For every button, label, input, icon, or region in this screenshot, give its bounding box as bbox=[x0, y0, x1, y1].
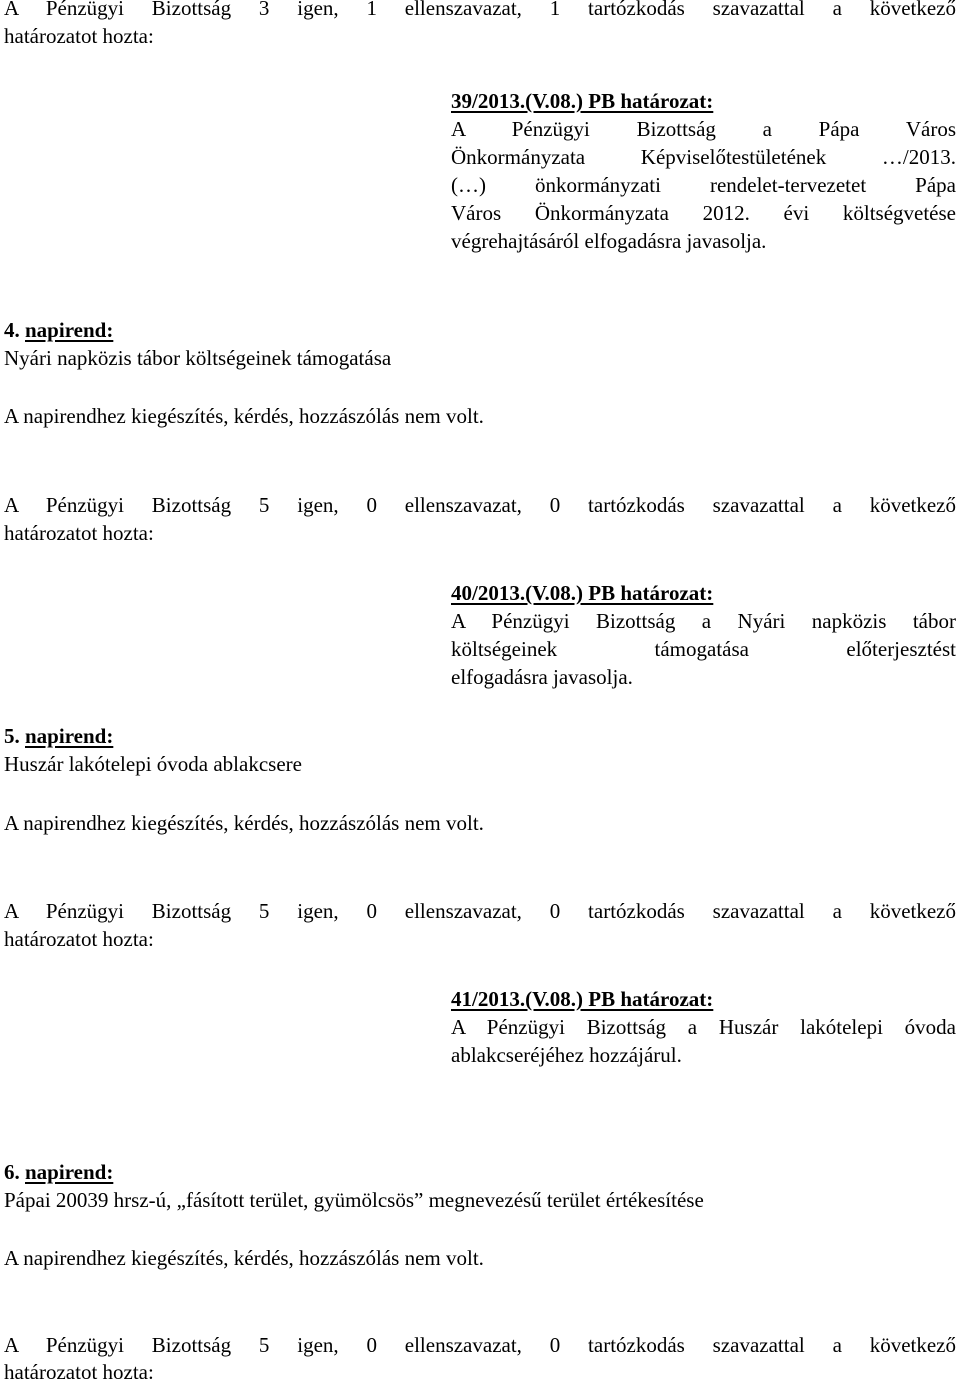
resolution-heading: 39/2013.(V.08.) PB határozat: bbox=[451, 89, 714, 113]
agenda-item-heading bbox=[4, 1158, 956, 1186]
resolution-text-line: ablakcseréjéhez hozzájárul. bbox=[451, 1043, 682, 1067]
vote-statement: A Pénzügyi Bizottság 5 igen, 0 ellenszavazat, 0 tartózkodás szavazattal a következő bbox=[4, 899, 956, 923]
resolution-text-line: költségeinek támogatása előterjesztést bbox=[451, 637, 956, 661]
agenda-item-number: 6. bbox=[4, 1160, 20, 1184]
resolution-text-line: Város Önkormányzata 2012. évi költségvetése bbox=[451, 201, 956, 225]
resolution-heading: 40/2013.(V.08.) PB határozat: bbox=[451, 581, 714, 605]
vote-statement: A Pénzügyi Bizottság 5 igen, 0 ellenszavazat, 0 tartózkodás szavazattal a következő bbox=[4, 1333, 956, 1357]
agenda-item-heading bbox=[4, 722, 956, 750]
agenda-item-note: A napirendhez kiegészítés, kérdés, hozzászólás nem volt. bbox=[4, 811, 484, 835]
agenda-item-number: 4. bbox=[4, 318, 20, 342]
resolution-heading: 41/2013.(V.08.) PB határozat: bbox=[451, 987, 714, 1011]
agenda-item-title: Nyári napközis tábor költségeinek támogatása bbox=[4, 346, 392, 370]
resolution-text-line: A Pénzügyi Bizottság a Pápa Város bbox=[451, 117, 956, 141]
agenda-item-title: Huszár lakótelepi óvoda ablakcsere bbox=[4, 752, 302, 776]
resolution-text-line: (…) önkormányzati rendelet-tervezetet Pápa bbox=[451, 173, 956, 197]
agenda-item-number: 5. bbox=[4, 724, 20, 748]
vote-statement-end: határozatot hozta: bbox=[4, 1360, 154, 1384]
resolution-text-line: végrehajtásáról elfogadásra javasolja. bbox=[451, 229, 767, 253]
agenda-item-label: napirend: bbox=[25, 1160, 114, 1184]
vote-statement-end: határozatot hozta: bbox=[4, 24, 154, 48]
agenda-item-heading bbox=[4, 316, 956, 344]
vote-statement: A Pénzügyi Bizottság 5 igen, 0 ellenszavazat, 0 tartózkodás szavazattal a következő bbox=[4, 493, 956, 517]
vote-statement-end: határozatot hozta: bbox=[4, 521, 154, 545]
resolution-text-line: Önkormányzata Képviselőtestületének …/2013. bbox=[451, 145, 956, 169]
agenda-item-title: Pápai 20039 hrsz-ú, „fásított terület, gyümölcsös” megnevezésű terület értékesítése bbox=[4, 1188, 704, 1212]
resolution-text-line: elfogadásra javasolja. bbox=[451, 665, 633, 689]
agenda-item-note: A napirendhez kiegészítés, kérdés, hozzászólás nem volt. bbox=[4, 404, 484, 428]
agenda-item-note: A napirendhez kiegészítés, kérdés, hozzászólás nem volt. bbox=[4, 1246, 484, 1270]
vote-statement-end: határozatot hozta: bbox=[4, 927, 154, 951]
resolution-text-line: A Pénzügyi Bizottság a Huszár lakótelepi óvoda bbox=[451, 1015, 956, 1039]
resolution-text-line: A Pénzügyi Bizottság a Nyári napközis tábor bbox=[451, 609, 956, 633]
agenda-item-label: napirend: bbox=[25, 318, 114, 342]
vote-statement: A Pénzügyi Bizottság 3 igen, 1 ellenszavazat, 1 tartózkodás szavazattal a következő bbox=[4, 0, 956, 20]
agenda-item-label: napirend: bbox=[25, 724, 114, 748]
